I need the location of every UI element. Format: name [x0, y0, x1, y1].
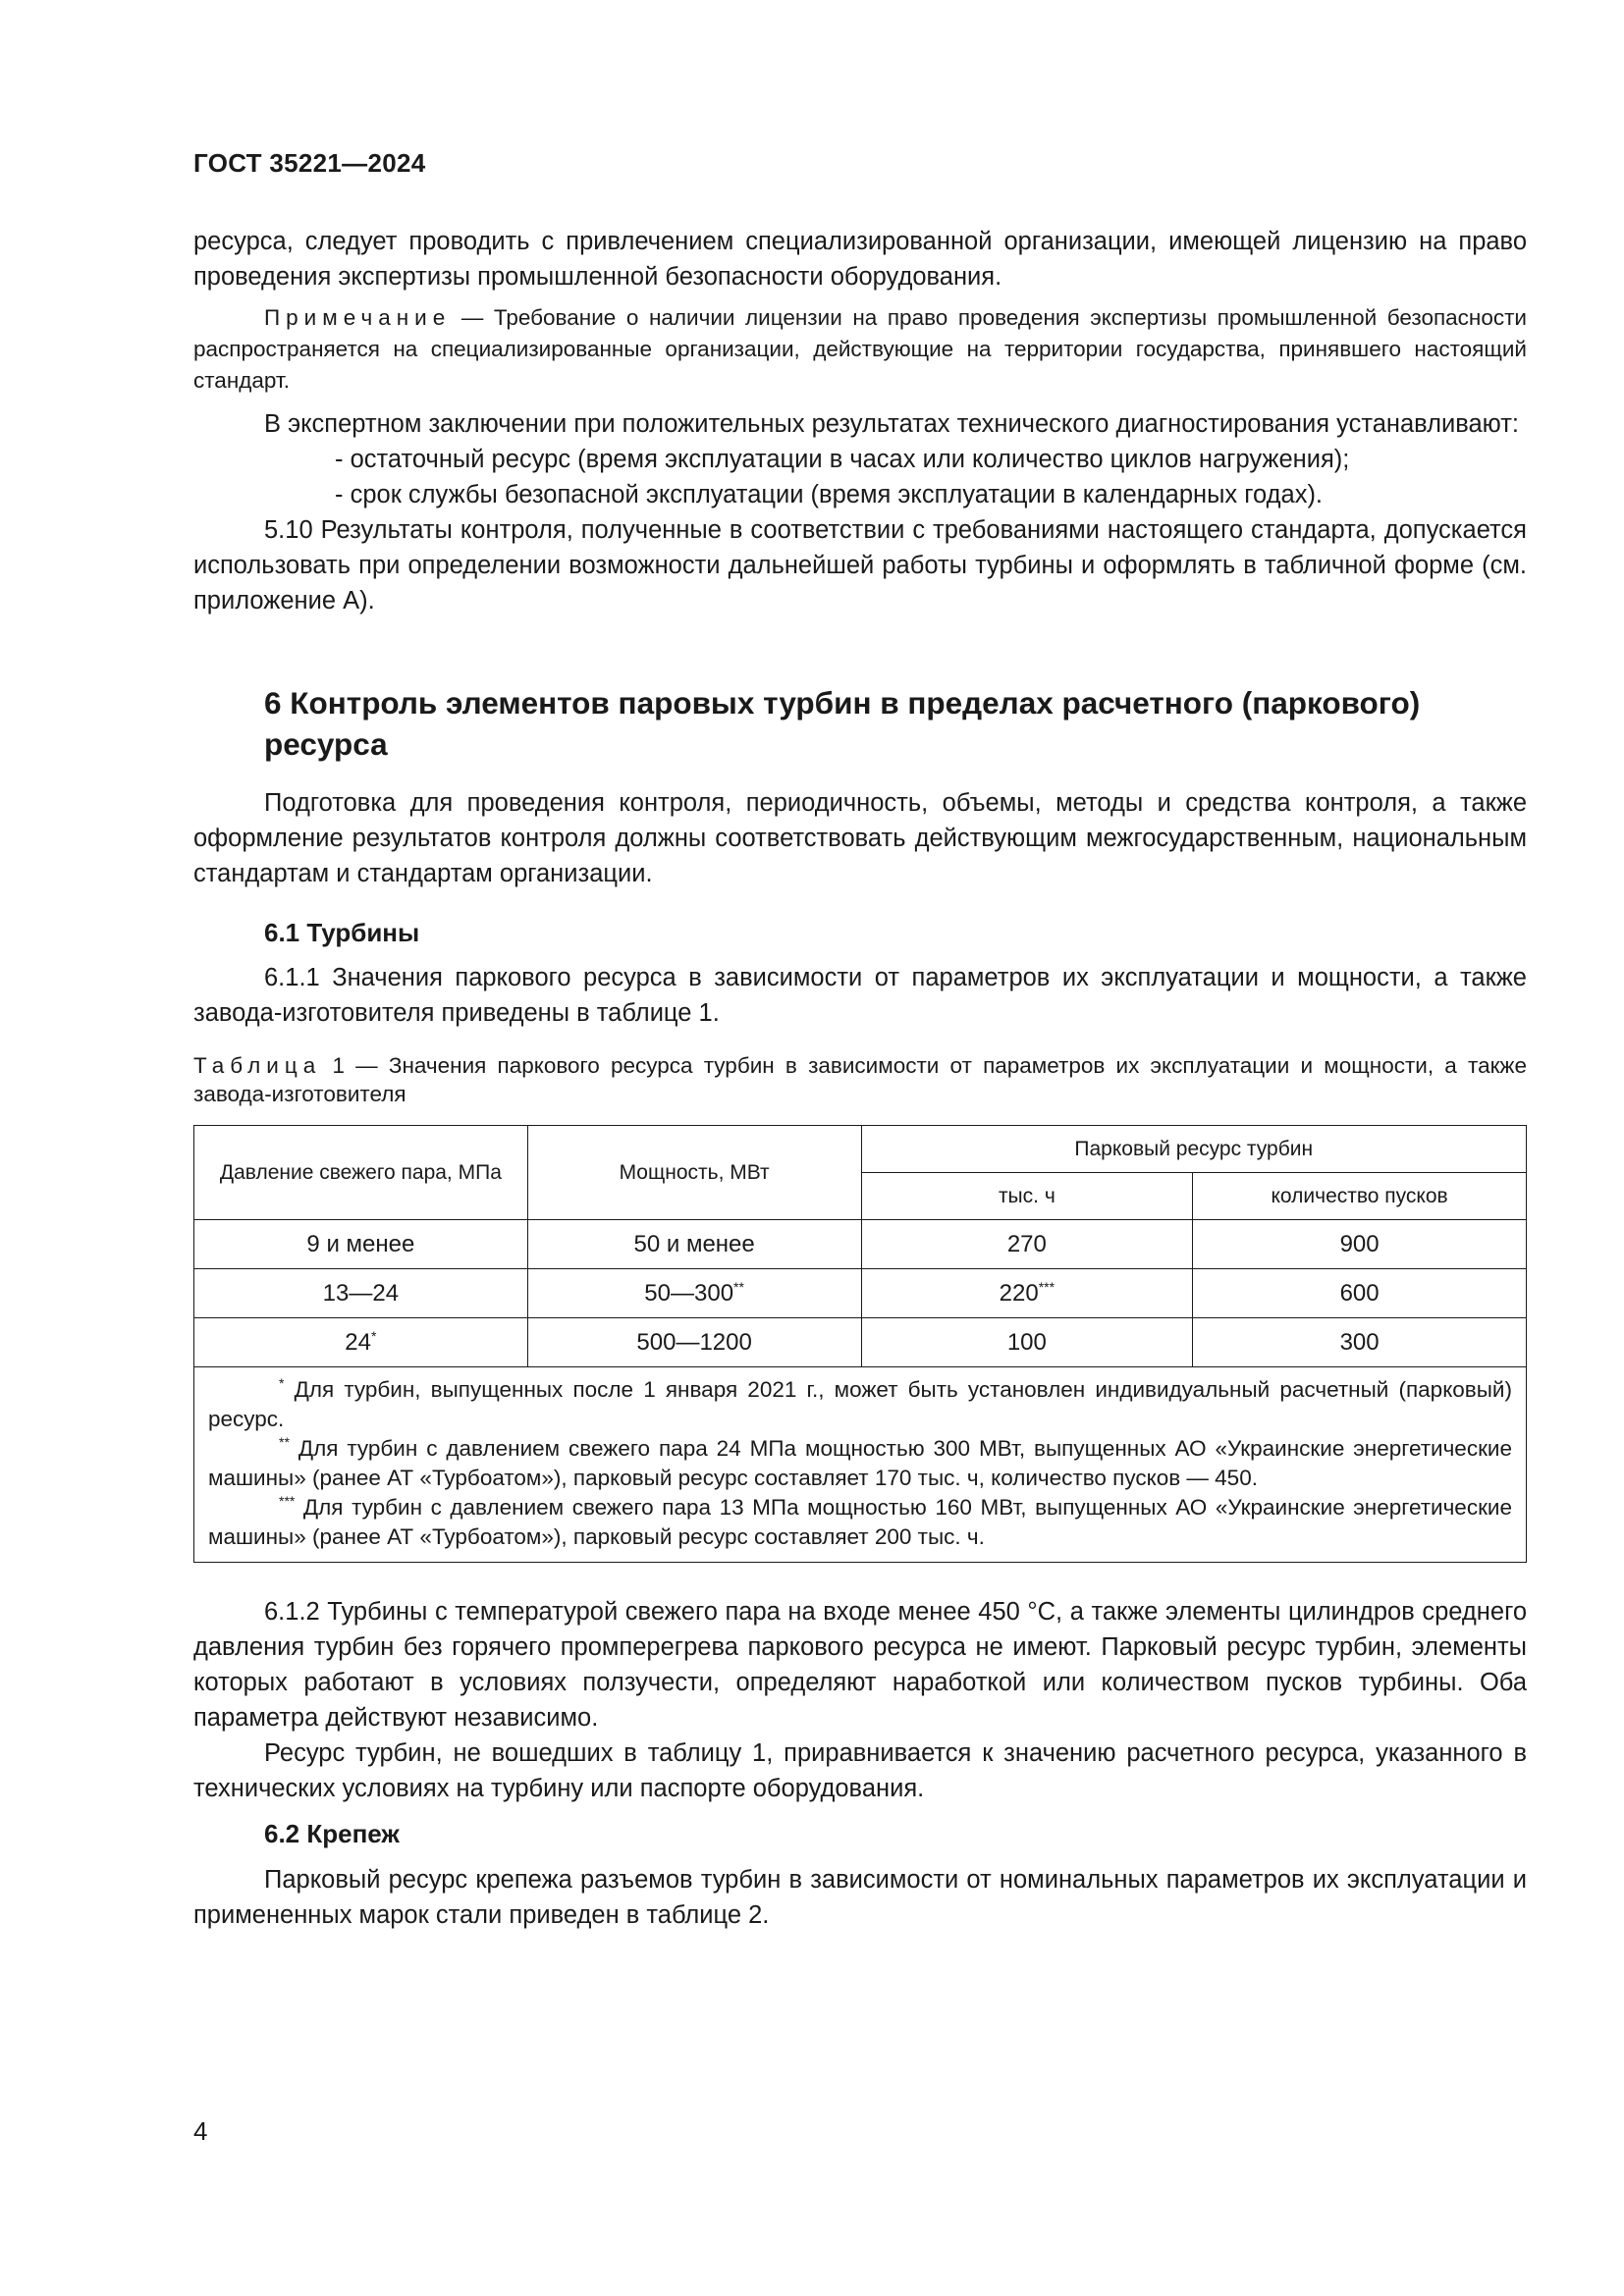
section-6-2-title: 6.2 Крепеж: [264, 1819, 400, 1848]
column-header-hours: тыс. ч: [861, 1173, 1193, 1220]
paragraph-continuation: ресурса, следует проводить с привлечением специализированной организации, имеющей лицензию на право проведения экспертизы промышленной безопасности оборудования.: [193, 228, 1527, 291]
footnote: * Для турбин, выпущенных после 1 января 2021 г., может быть установлен индивидуальный расчетный (парковый) ресурс.: [208, 1375, 1512, 1431]
section-6-title: 6 Контроль элементов паровых турбин в пределах расчетного (паркового) ресурса: [264, 685, 1421, 762]
cell-starts: 600: [1193, 1269, 1527, 1318]
table-row: [194, 1220, 1527, 1269]
section-6-1-body: [193, 960, 1527, 1031]
cell-pressure: 24*: [194, 1318, 528, 1367]
section-6-body: [193, 785, 1527, 891]
column-header-resource: Парковый ресурс турбин: [861, 1126, 1527, 1173]
note-text: — Требование о наличии лицензии на право проведения экспертизы промышленной безопасности распространяется на специализированные организации, действующие на территории государства, принявшего настоящий стандарт.: [193, 305, 1527, 393]
table-1: [193, 1125, 1527, 1563]
column-header-pressure: Давление свежего пара, МПа: [194, 1126, 528, 1220]
paragraph-6-2: Парковый ресурс крепежа разъемов турбин в зависимости от номинальных параметров их эксплуатации и примененных марок стали приведен в таблице 2.: [193, 1866, 1527, 1929]
cell-pressure: 9 и менее: [194, 1220, 528, 1269]
paragraph-expert-conclusion: В экспертном заключении при положительных результатах технического диагностирования устанавливают:: [264, 410, 1520, 438]
footnote: ** Для турбин с давлением свежего пара 24 МПа мощностью 300 МВт, выпущенных АО «Украинские энергетические машины» (ранее АТ «Турбоатом»), парковый ресурс составляет 170 тыс. ч, количество пусков — 450.: [208, 1434, 1512, 1490]
list-item: - остаточный ресурс (время эксплуатации в часах или количество циклов нагружения);: [335, 446, 1350, 473]
cell-hours: 270: [861, 1220, 1193, 1269]
paragraph-resource: Ресурс турбин, не вошедших в таблицу 1, приравнивается к значению расчетного ресурса, указанного в технических условиях на турбину или паспорте оборудования.: [193, 1739, 1527, 1802]
paragraph-5-10: 5.10 Результаты контроля, полученные в соответствии с требованиями настоящего стандарта, допускается использовать при определении возможности дальнейшей работы турбины и оформлять в табличной форме (см. приложение А).: [193, 516, 1527, 614]
section-6-1-title: 6.1 Турбины: [264, 918, 420, 947]
table-row: [194, 1269, 1527, 1318]
cell-power: 500—1200: [527, 1318, 861, 1367]
after-table-block: [193, 1594, 1527, 1806]
column-header-power: Мощность, МВт: [527, 1126, 861, 1220]
page-number: 4: [193, 2116, 208, 2146]
cell-hours: 100: [861, 1318, 1193, 1367]
footnote: *** Для турбин с давлением свежего пара 13 МПа мощностью 160 МВт, выпущенных АО «Украинские энергетические машины» (ранее АТ «Турбоатом»), парковый ресурс составляет 200 тыс. ч.: [208, 1493, 1512, 1549]
note-label: Примечание: [264, 305, 452, 330]
paragraph-6-1-2: 6.1.2 Турбины с температурой свежего пара на входе менее 450 °С, а также элементы цилиндров среднего давления турбин без горячего промперегрева паркового ресурса не имеют. Парковый ресурс турбин, элементы которых работают в условиях ползучести, определяют наработкой или количеством пусков турбины. Оба параметра действуют независимо.: [193, 1598, 1527, 1732]
intro-block: [193, 224, 1527, 618]
table-1-caption: [193, 1051, 1527, 1108]
table-row: [194, 1318, 1527, 1367]
table-caption-label: Таблица: [193, 1053, 322, 1078]
cell-power: 50 и менее: [527, 1220, 861, 1269]
column-header-starts: количество пусков: [1193, 1173, 1527, 1220]
cell-hours: 220***: [861, 1269, 1193, 1318]
document-header: ГОСТ 35221—2024: [193, 148, 426, 178]
cell-pressure: 13—24: [194, 1269, 528, 1318]
cell-power: 50—300**: [527, 1269, 861, 1318]
list-item: - срок службы безопасной эксплуатации (время эксплуатации в календарных годах).: [335, 481, 1324, 508]
cell-starts: 300: [1193, 1318, 1527, 1367]
paragraph-6: Подготовка для проведения контроля, периодичность, объемы, методы и средства контроля, а также оформление результатов контроля должны соответствовать действующим межгосударственным, национальным стандартам и стандартам организации.: [193, 789, 1527, 887]
paragraph-6-1-1: 6.1.1 Значения паркового ресурса в зависимости от параметров их эксплуатации и мощности, а также завода-изготовителя приведены в таблице 1.: [193, 964, 1527, 1027]
table-caption-text: 1 — Значения паркового ресурса турбин в зависимости от параметров их эксплуатации и мощности, а также завода-изготовителя: [193, 1053, 1527, 1106]
table-footnotes: [194, 1367, 1527, 1563]
section-6-2-body: [193, 1862, 1527, 1933]
note: [193, 302, 1527, 397]
cell-starts: 900: [1193, 1220, 1527, 1269]
